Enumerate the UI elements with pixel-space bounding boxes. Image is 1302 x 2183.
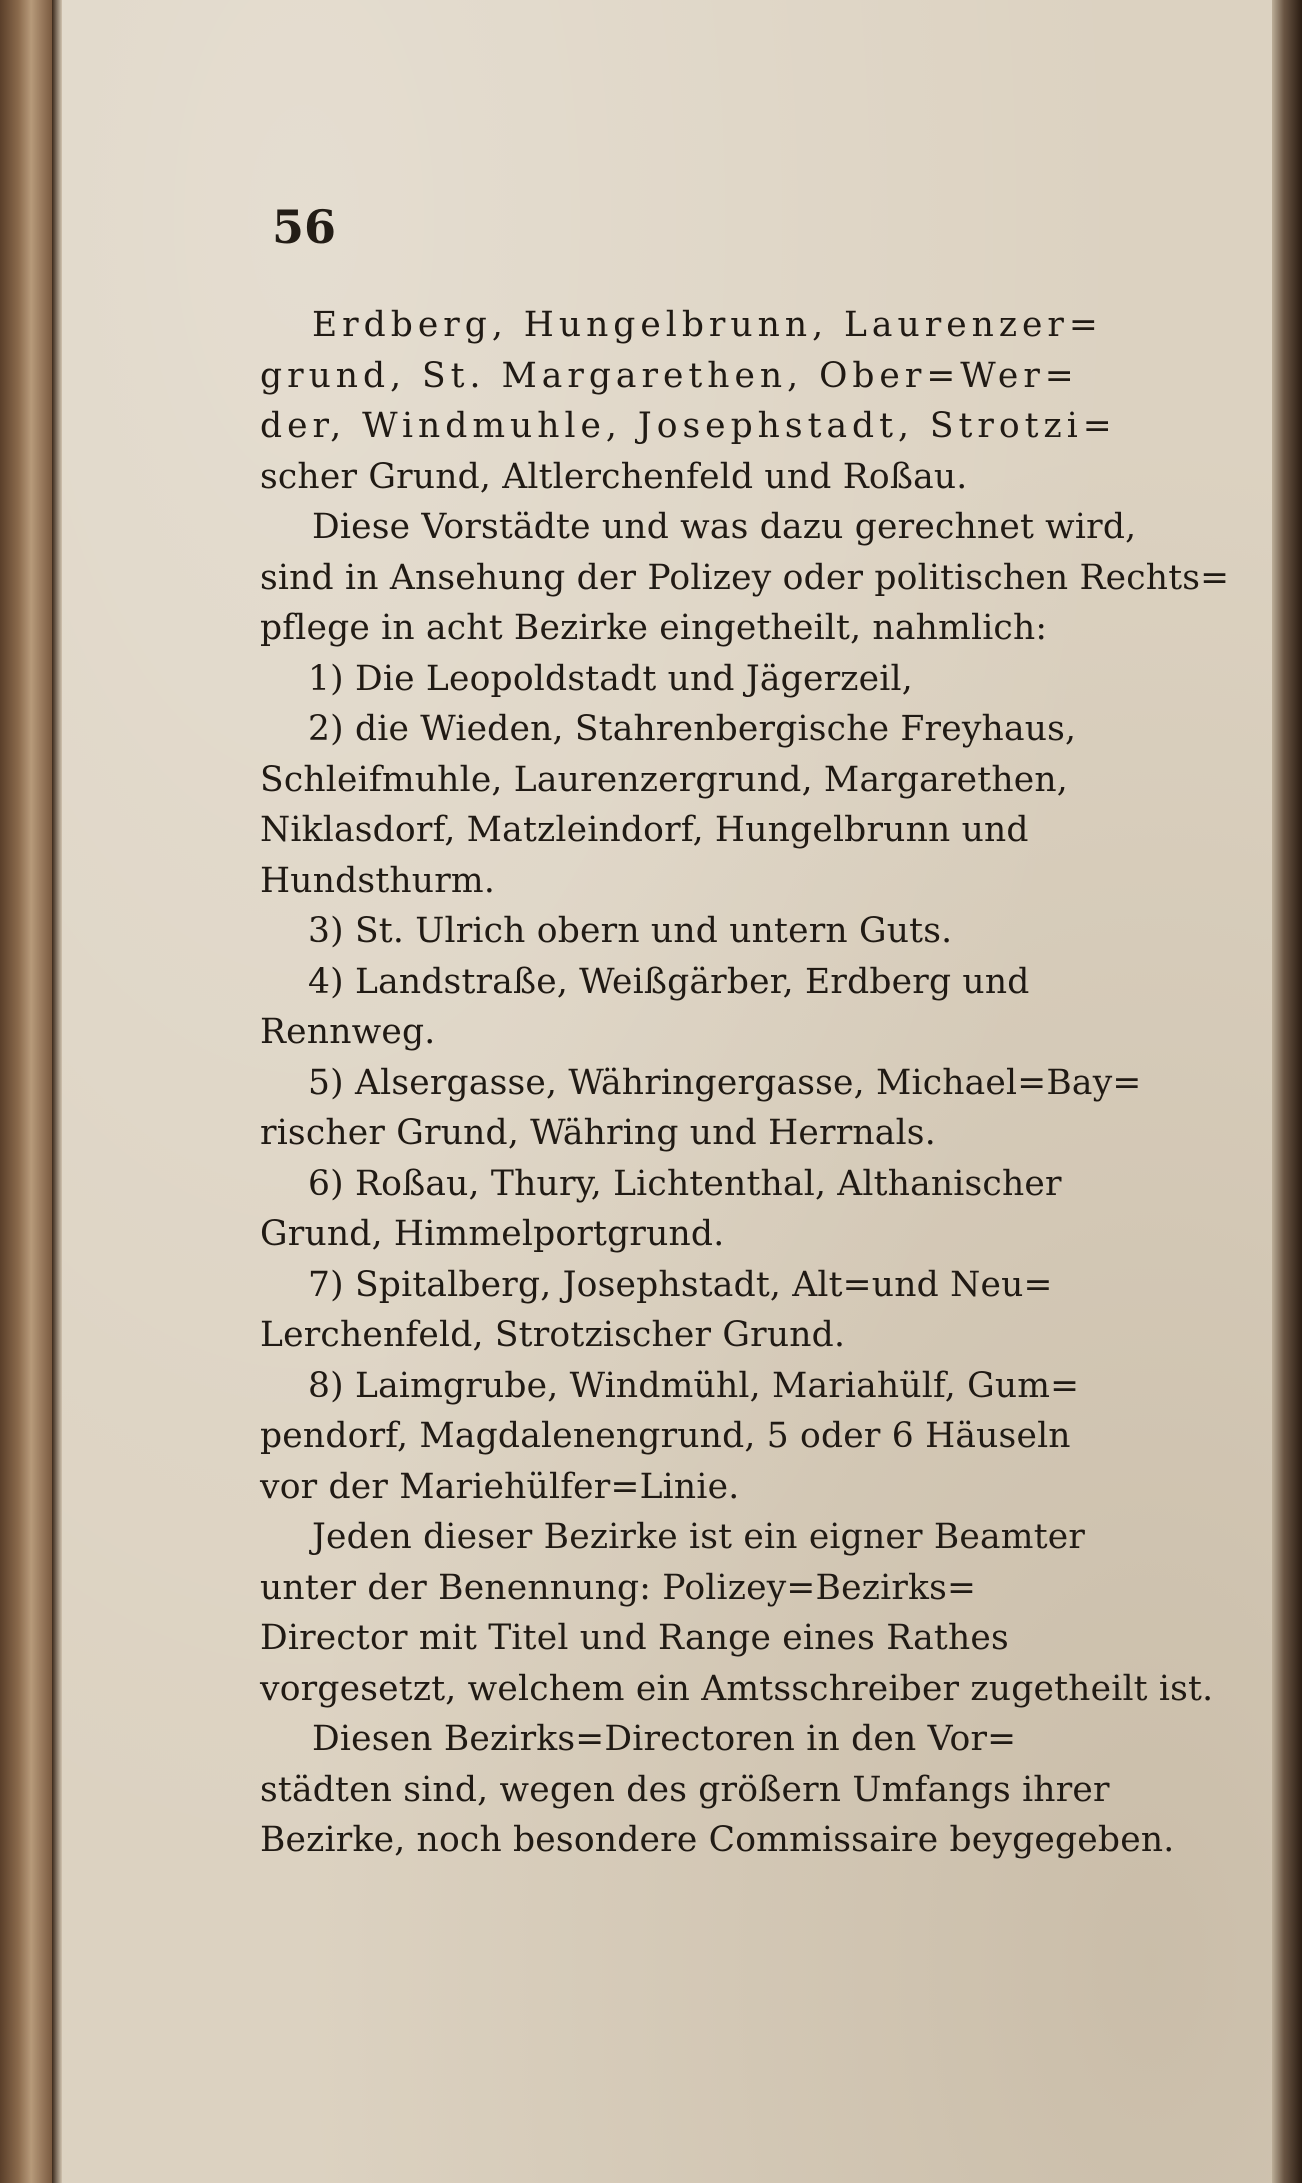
page-right-edge [1272, 0, 1302, 2183]
text-line: pendorf, Magdalenengrund, 5 oder 6 Häuseln [260, 1416, 1071, 1456]
text-line: Niklasdorf, Matzleindorf, Hungelbrunn und [260, 810, 1029, 850]
book-page [62, 0, 1272, 2183]
text-line: der, Windmuhle, Josephstadt, Strotzi= [260, 406, 1117, 446]
text-line: Bezirke, noch besondere Commissaire beygegeben. [260, 1820, 1175, 1860]
text-line: vorgesetzt, welchem ein Amtsschreiber zugetheilt ist. [260, 1668, 1214, 1709]
text-line: grund, St. Margarethen, Ober=Wer= [260, 355, 1079, 396]
page-number: 56 [272, 200, 337, 254]
text-line: Rennweg. [260, 1012, 436, 1052]
binding-edge [52, 0, 62, 2183]
text-line: 4) Landstraße, Weißgärber, Erdberg und [308, 961, 1030, 1002]
text-line: Director mit Titel und Range eines Rathes [260, 1618, 1009, 1658]
book-binding [0, 0, 52, 2183]
page-text [260, 300, 1230, 1866]
text-line: Lerchenfeld, Strotzischer Grund. [260, 1315, 846, 1355]
text-line: 1) Die Leopoldstadt und Jägerzeil, [308, 658, 913, 699]
text-line: vor der Mariehülfer=Linie. [260, 1466, 740, 1507]
text-line: Diese Vorstädte und was dazu gerechnet wird, [312, 507, 1137, 547]
text-line: pflege in acht Bezirke eingetheilt, nahmlich: [260, 608, 1048, 648]
text-line: städten sind, wegen des größern Umfangs ihrer [260, 1769, 1110, 1810]
text-line: Schleifmuhle, Laurenzergrund, Margarethen, [260, 759, 1068, 800]
text-line: sind in Ansehung der Polizey oder politischen Rechts= [260, 557, 1230, 598]
text-line: 5) Alsergasse, Währingergasse, Michael=Bay= [308, 1062, 1142, 1103]
text-line: Erdberg, Hungelbrunn, Laurenzer= [312, 305, 1103, 345]
text-line: rischer Grund, Währing und Herrnals. [260, 1113, 936, 1153]
text-line: Hundsthurm. [260, 860, 495, 901]
text-line: 6) Roßau, Thury, Lichtenthal, Althanischer [308, 1163, 1062, 1204]
text-line: Jeden dieser Bezirke ist ein eigner Beamter [312, 1517, 1086, 1557]
text-line: 3) St. Ulrich obern und untern Guts. [308, 911, 953, 951]
text-line: 8) Laimgrube, Windmühl, Mariahülf, Gum= [308, 1365, 1080, 1406]
text-line: 2) die Wieden, Stahrenbergische Freyhaus, [308, 709, 1077, 749]
text-line: unter der Benennung: Polizey=Bezirks= [260, 1567, 977, 1608]
text-line: Grund, Himmelportgrund. [260, 1214, 725, 1254]
text-line: 7) Spitalberg, Josephstadt, Alt=und Neu= [308, 1264, 1053, 1305]
text-line: scher Grund, Altlerchenfeld und Roßau. [260, 456, 968, 497]
text-line: Diesen Bezirks=Directoren in den Vor= [312, 1719, 1017, 1759]
